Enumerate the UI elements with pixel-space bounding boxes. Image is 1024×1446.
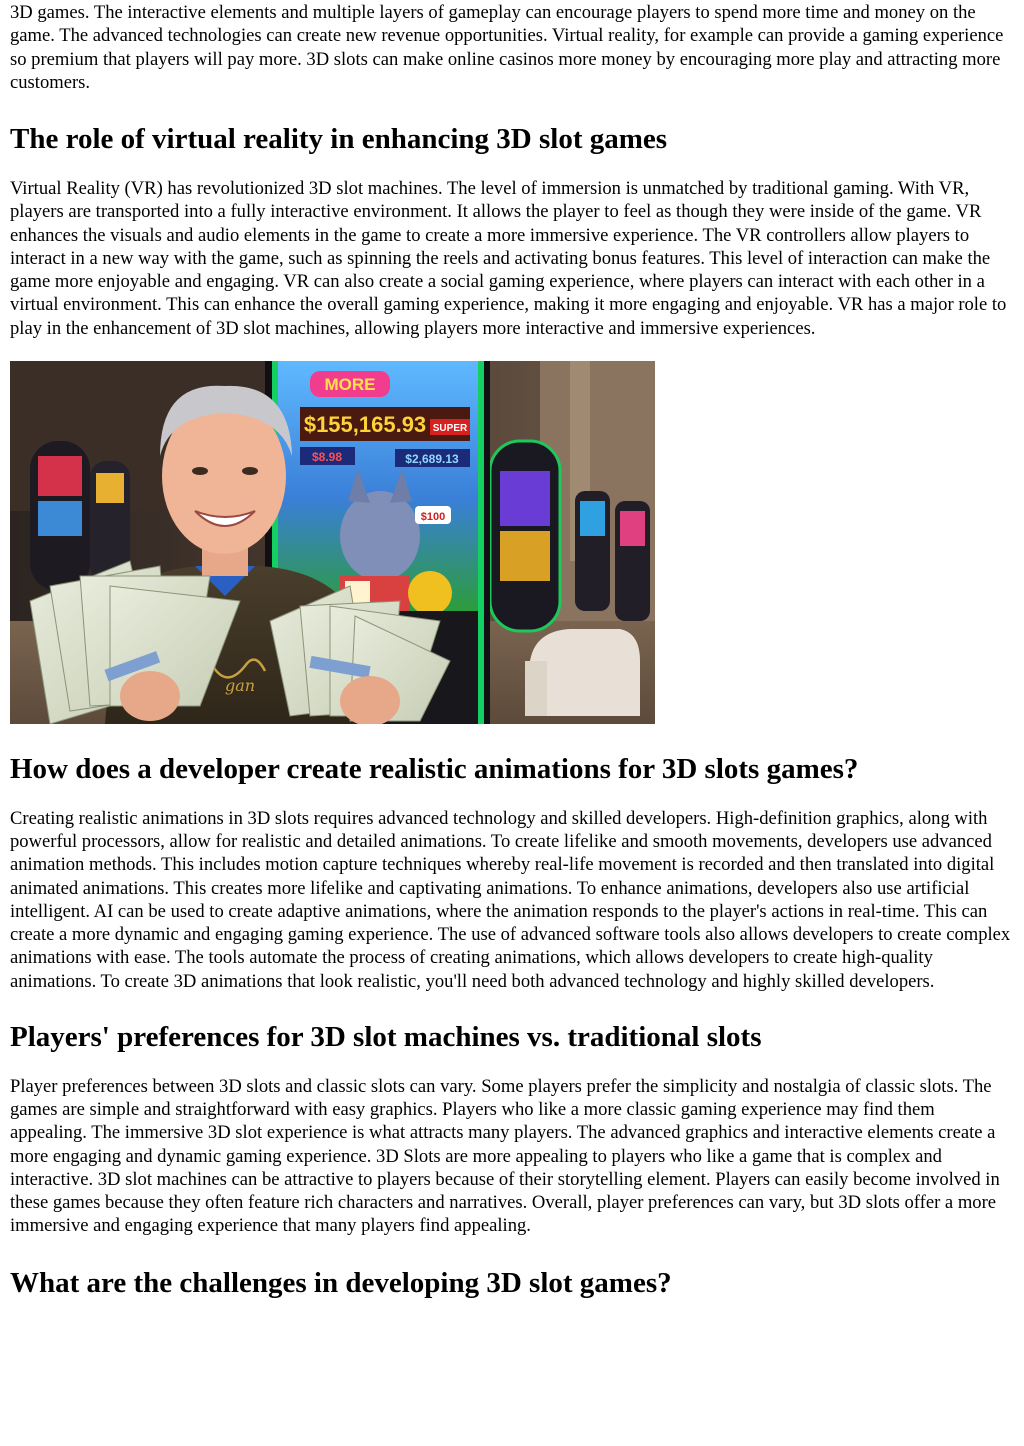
slot-title-text: MORE [324, 374, 376, 394]
paragraph-animations: Creating realistic animations in 3D slots requires advanced technology and skilled developers. High-definition graphics, along with powerful processors, allow for realistic and detailed animations. To create lifelike and smooth movements, developers use advanced animation methods. This includes motion capture techniques whereby real-life movement is recorded and then translated into digital animated animations. This creates more lifelike and captivating animations. To enhance animations, developers also use artificial intelligent. AI can be used to create adaptive animations, where the animation responds to the player's actions in real-time. This can create a more dynamic and engaging gaming experience. The use of advanced software tools also allows developers to create complex animations with ease. The tools automate the process of creating animations, which allows developers to create high-quality animations. To create 3D animations that look realistic, you'll need both advanced technology and highly skilled developers. [10, 807, 1011, 992]
casino-photo-illustration [10, 361, 655, 724]
jackpot-tag-text: SUPER [432, 422, 468, 434]
jackpot-minor-left-text: $8.98 [311, 449, 343, 464]
shirt-text: gan [224, 675, 256, 695]
heading-player-preferences: Players' preferences for 3D slot machines vs. traditional slots [10, 1020, 762, 1053]
jackpot-minor-right-text: $2,689.13 [405, 451, 459, 466]
heading-vr-role: The role of virtual reality in enhancing 3D slot games [10, 123, 668, 155]
paragraph-player-preferences: Player preferences between 3D slots and classic slots can vary. Some players prefer the simplicity and nostalgia of classic slots. The games are simple and straightforward with easy graphics. Players who like a more classic gaming experience may find them appealing. The immersive 3D slot experience is what attracts many players. The advanced graphics and interactive elements create a more engaging and dynamic gaming experience. 3D Slots are more appealing to players who like a game that is complex and interactive. 3D slot machines can be attractive to players because of their storytelling element. Players can easily become involved in these games because they often feature rich characters and narratives. Overall, player preferences can vary, but 3D slots offer a more immersive and engaging experience that many players find appealing. [10, 1075, 1000, 1237]
heading-animations: How does a developer create realistic animations for 3D slots games? [10, 752, 859, 785]
casino-photo [10, 361, 655, 724]
paragraph-vr-role: Virtual Reality (VR) has revolutionized 3D slot machines. The level of immersion is unmatched by traditional gaming. With VR, players are transported into a fully interactive environment. It allows the player to feel as though they were inside of the game. VR enhances the visuals and audio elements in the game to create a more immersive experience. The VR controllers allow players to interact in a new way with the game, such as spinning the reels and activating bonus features. This level of interaction can make the game more enjoyable and engaging. VR can also create a social gaming experience, where players can interact with each other in a virtual environment. This can enhance the overall gaming experience, making it more engaging and enjoyable. VR has a major role to play in the enhancement of 3D slot machines, allowing players more interactive and immersive experiences. [10, 178, 1007, 339]
prize-badge-text: $100 [420, 510, 446, 523]
intro-paragraph: 3D games. The interactive elements and multiple layers of gameplay can encourage players to spend more time and money on the game. The advanced technologies can create new revenue opportunities. Virtual reality, for example can provide a gaming experience so premium that players will pay more. 3D slots can make online casinos more money by encouraging more play and attracting more customers. [10, 2, 1004, 93]
heading-challenges: What are the challenges in developing 3D slot games? [10, 1266, 672, 1299]
jackpot-main-text: $155,165.93 [303, 411, 427, 437]
